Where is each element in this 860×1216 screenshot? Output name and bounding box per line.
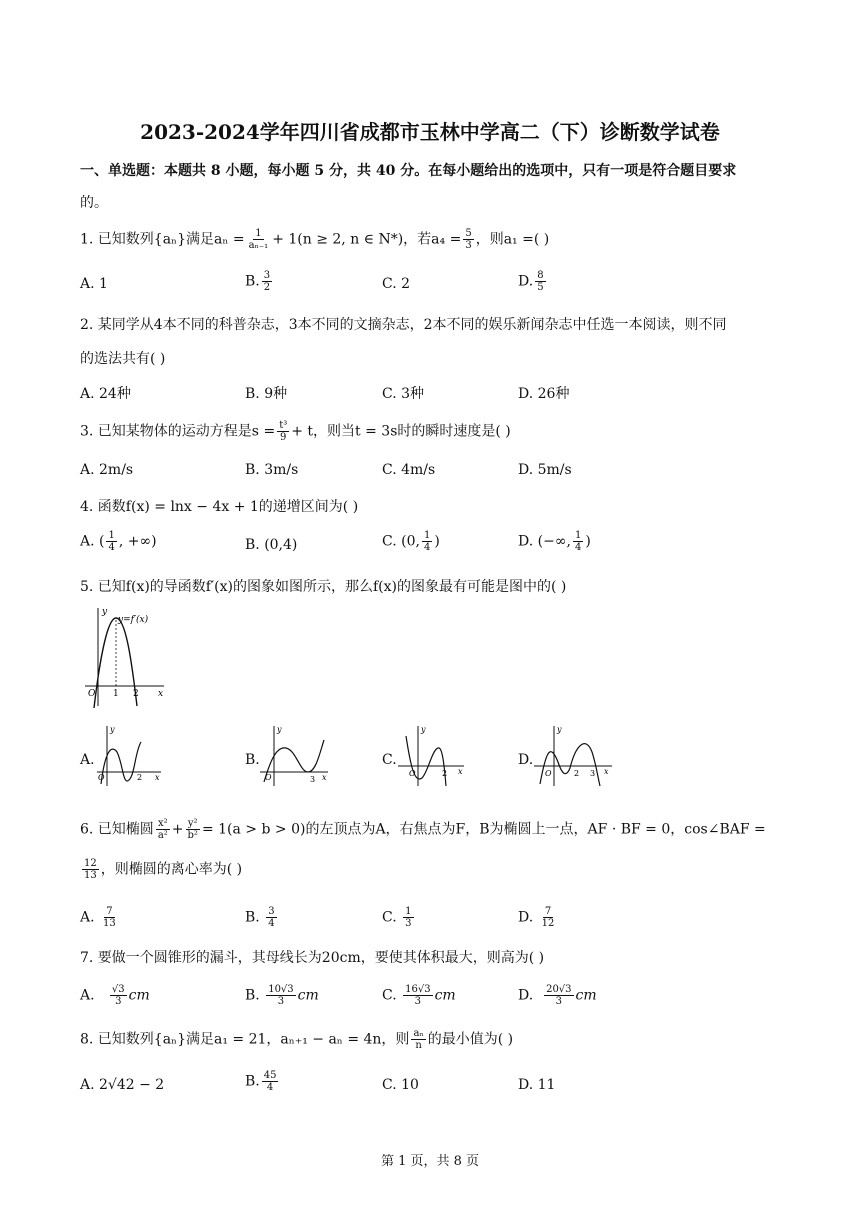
svg-text:2: 2: [137, 773, 143, 782]
svg-text:x: x: [604, 767, 609, 776]
svg-text:O: O: [545, 769, 552, 778]
page-footer: 第 1 页，共 8 页: [380, 1154, 480, 1169]
svg-text:y=f′(x): y=f′(x): [118, 615, 149, 625]
q2-option-c: C. 3种: [382, 386, 425, 402]
svg-text:y: y: [110, 725, 115, 734]
svg-text:O: O: [98, 773, 105, 782]
q2-option-b: B. 9种: [245, 386, 288, 402]
question-7: 7. 要做一个圆锥形的漏斗，其母线长为20cm，要使其体积最大，则高为( ): [80, 950, 545, 966]
svg-text:O: O: [265, 773, 272, 782]
question-2-cont: 的选法共有( ): [80, 351, 166, 367]
q4-option-a: A. ( $\frac{1}{4}$ , +∞): [80, 530, 157, 553]
svg-text:x: x: [158, 689, 164, 699]
q8-option-c: C. 10: [382, 1077, 419, 1093]
svg-text:O: O: [409, 769, 416, 778]
section-header: 一、单选题：本题共 8 小题，每小题 5 分，共 40 分。在每小题给出的选项中，只有一项是符合题目要求: [80, 163, 737, 179]
question-8: 8. 已知数列{aₙ}满足a₁ = 21，aₙ₊₁ − aₙ = 4n，则 $\frac{\text{aₙ}}{n}$ 的最小值为( ): [80, 1028, 514, 1051]
question-1: 1. 已知数列{aₙ}满足aₙ = $\frac{1}{\text{aₙ₋₁}}$ + 1(n ≥ 2, n ∈ N*)，若a₄ = $\frac{5}{3}$ ，则a₁ =( ): [80, 228, 550, 251]
q3-option-d: D. 5m/s: [518, 462, 572, 478]
q5-option-b: B.: [245, 752, 260, 768]
q1-option-b: B. $\frac{3}{2}$: [245, 270, 271, 293]
svg-text:y: y: [102, 607, 108, 617]
q6-option-a: A. $\frac{7}{13}$: [80, 906, 116, 929]
q1-option-a: A. 1: [80, 276, 108, 292]
q5-graph-b: [258, 722, 333, 787]
q1-option-d: D. $\frac{8}{5}$: [518, 270, 544, 293]
question-3: 3. 已知某物体的运动方程是s = $\frac{\text{t³}}{9}$ + t，则当t = 3s时的瞬时速度是( ): [80, 420, 511, 443]
q5-option-a: A.: [80, 752, 95, 768]
q5-graph-d: [532, 722, 617, 787]
q6-option-d: D. $\frac{7}{12}$: [518, 906, 555, 929]
svg-text:x: x: [322, 773, 327, 782]
question-5: 5. 已知f(x)的导函数f′(x)的图象如图所示，那么f(x)的图象最有可能是图中的( ): [80, 579, 567, 595]
svg-text:2: 2: [574, 769, 580, 778]
q8-option-d: D. 11: [518, 1077, 556, 1093]
q2-option-a: A. 24种: [80, 386, 131, 402]
question-6-cont: $\frac{12}{13}$ ，则椭圆的离心率为( ): [84, 858, 243, 881]
q5-option-c: C.: [382, 752, 397, 768]
question-6: 6. 已知椭圆 $\frac{\text{x²}}{\text{a²}}$ + $\frac{\text{y²}}{\text{b²}}$ = 1(a > b > 0)的左顶点为A，右焦点为F，B为椭圆上一点，AF · BF = 0，cos∠BAF =: [80, 818, 766, 841]
q3-option-c: C. 4m/s: [382, 462, 436, 478]
section-header-cont: 的。: [80, 195, 108, 211]
q4-option-b: B. (0,4): [245, 537, 298, 553]
svg-text:O: O: [88, 689, 96, 699]
svg-text:3: 3: [590, 769, 596, 778]
svg-text:y: y: [277, 725, 282, 734]
q7-option-b: B. $\frac{10√3}{3}$ cm: [245, 984, 319, 1007]
q1-option-c: C. 2: [382, 276, 411, 292]
svg-text:y: y: [421, 725, 426, 734]
q6-option-c: C. $\frac{1}{3}$: [382, 906, 412, 929]
svg-text:2: 2: [442, 769, 448, 778]
svg-text:2: 2: [133, 689, 139, 699]
q6-option-b: B. $\frac{3}{4}$: [245, 906, 275, 929]
derivative-graph: [80, 604, 170, 708]
q5-option-d: D.: [518, 752, 534, 768]
svg-text:y: y: [557, 725, 562, 734]
q4-option-d: D. (−∞, $\frac{1}{4}$ ): [518, 530, 591, 553]
svg-text:3: 3: [310, 775, 316, 784]
q5-graph-a: [95, 722, 165, 787]
q5-graph-c: [396, 722, 468, 787]
q4-option-c: C. (0, $\frac{1}{4}$ ): [382, 530, 440, 553]
svg-text:1: 1: [113, 689, 119, 699]
q7-option-a: A. $\frac{√3}{3}$ cm: [80, 984, 150, 1007]
question-2: 2. 某同学从4本不同的科普杂志，3本不同的文摘杂志，2本不同的娱乐新闻杂志中任选一本阅读，则不同: [80, 317, 727, 333]
q7-option-d: D. $\frac{20√3}{3}$ cm: [518, 984, 597, 1007]
q3-option-b: B. 3m/s: [245, 462, 299, 478]
svg-text:x: x: [458, 767, 463, 776]
q2-option-d: D. 26种: [518, 386, 570, 402]
svg-text:x: x: [155, 773, 160, 782]
q7-option-c: C. $\frac{16√3}{3}$ cm: [382, 984, 456, 1007]
page-title: 2023-2024学年四川省成都市玉林中学高二（下）诊断数学试卷: [140, 120, 720, 144]
q8-option-a: A. 2√42 − 2: [80, 1077, 165, 1093]
q3-option-a: A. 2m/s: [80, 462, 134, 478]
question-4: 4. 函数f(x) = lnx − 4x + 1的递增区间为( ): [80, 499, 359, 515]
q8-option-b: B. $\frac{45}{4}$: [245, 1070, 277, 1093]
